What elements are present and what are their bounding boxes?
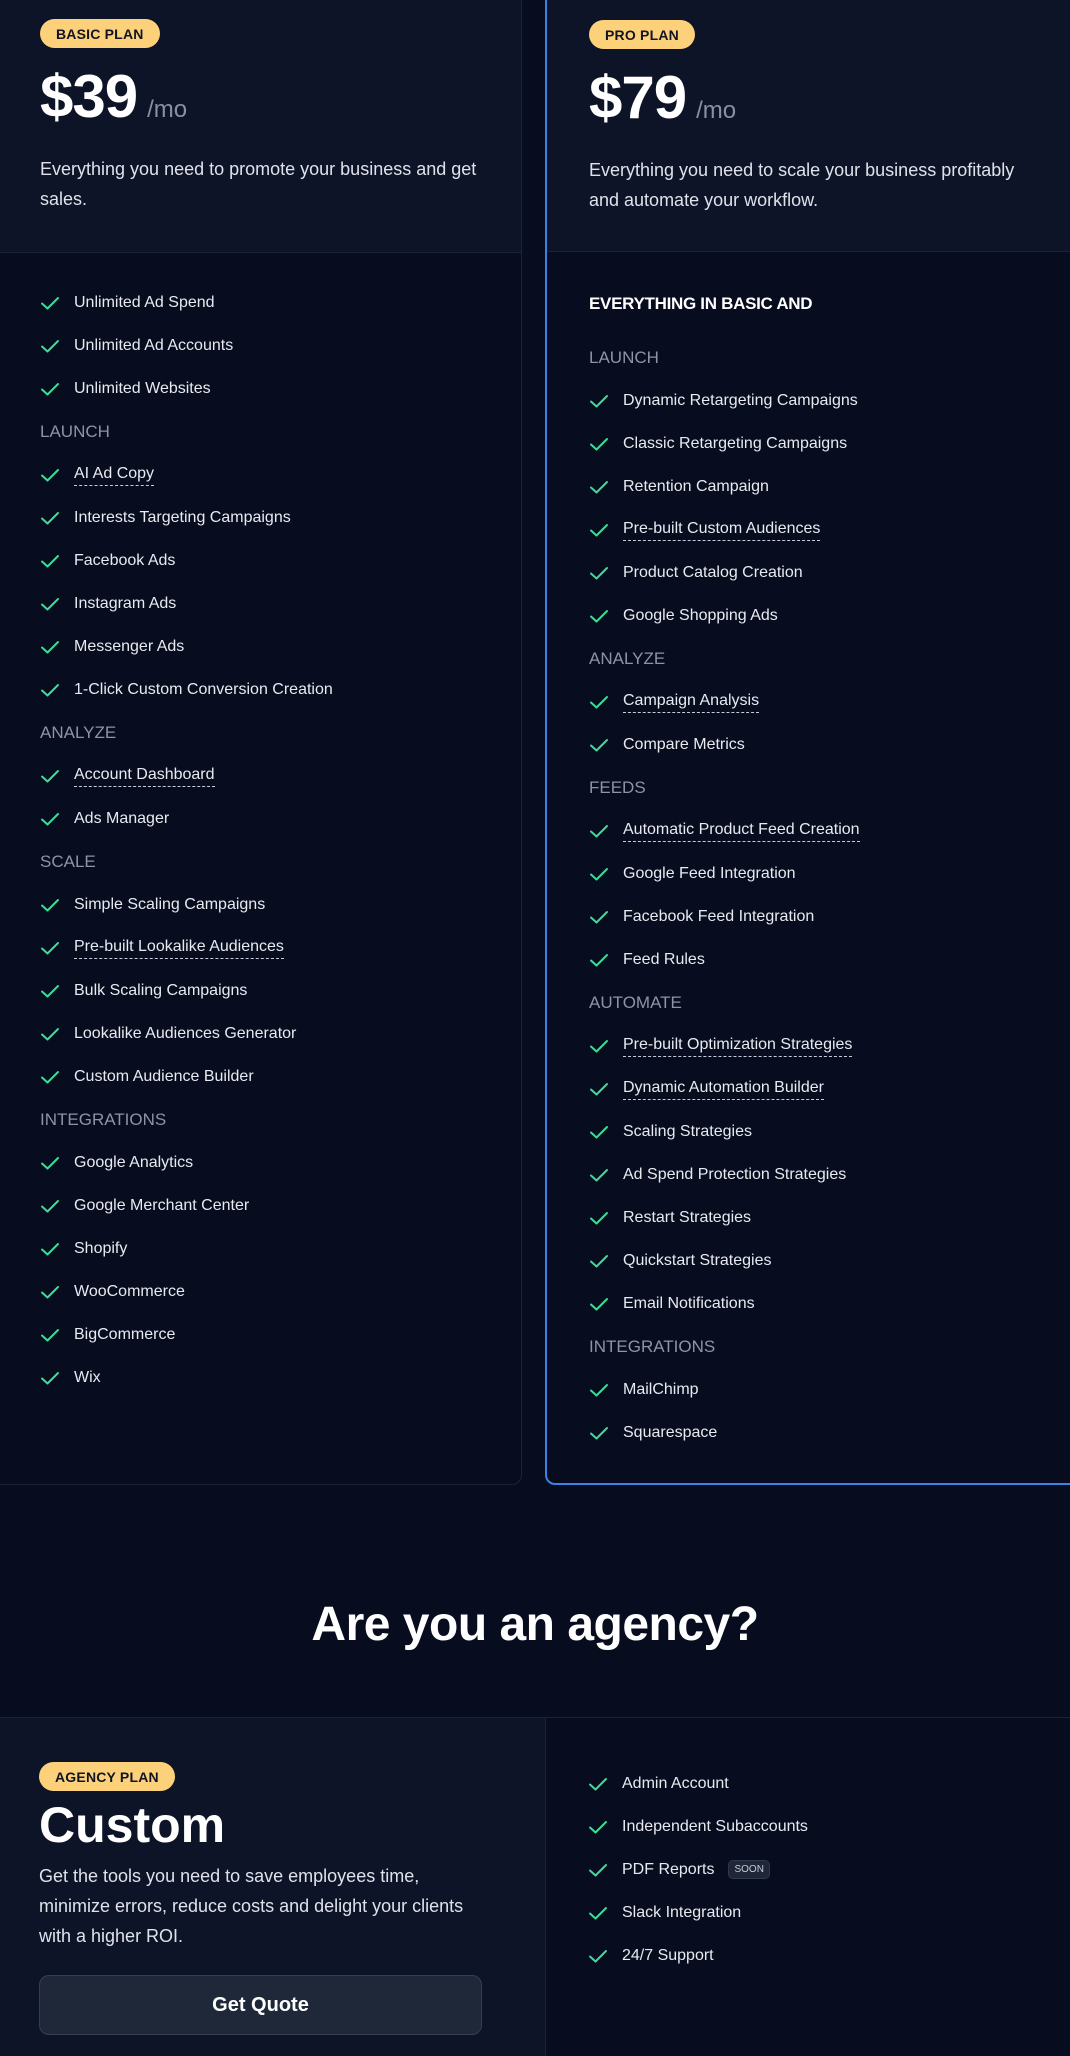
pro-feature-list — [547, 252, 1070, 1454]
basic-plan-header — [0, 0, 521, 253]
check-icon — [40, 554, 60, 568]
feature-item — [589, 852, 1070, 895]
check-icon — [40, 1156, 60, 1170]
section-label: LAUNCH — [40, 422, 110, 441]
feature-item — [589, 508, 1070, 551]
feature-item — [589, 1024, 1070, 1067]
feature-item — [588, 1891, 1070, 1934]
pro-plan-card — [545, 0, 1070, 1485]
feature-item — [589, 1282, 1070, 1325]
check-icon — [40, 1027, 60, 1041]
agency-plan-title: Custom — [39, 1797, 226, 1853]
feature-item — [589, 465, 1070, 508]
feature-item — [588, 1848, 1070, 1891]
feature-tooltip-label[interactable]: Pre-built Lookalike Audiences — [74, 937, 284, 959]
feature-tooltip-label[interactable]: Pre-built Optimization Strategies — [623, 1035, 852, 1057]
feature-label: Simple Scaling Campaigns — [74, 895, 266, 913]
agency-feature-list — [546, 1718, 1070, 2056]
feature-item — [40, 324, 521, 367]
check-icon — [589, 566, 609, 580]
feature-item — [40, 539, 521, 582]
feature-item — [589, 1110, 1070, 1153]
feature-label: Quickstart Strategies — [623, 1251, 772, 1269]
section-label: ANALYZE — [40, 723, 117, 742]
check-icon — [40, 898, 60, 912]
feature-label: Interests Targeting Campaigns — [74, 508, 291, 526]
feature-label: 24/7 Support — [622, 1946, 714, 1964]
feature-item — [40, 883, 521, 926]
feature-label: Instagram Ads — [74, 594, 177, 612]
feature-item — [40, 969, 521, 1012]
feature-label: Google Feed Integration — [623, 864, 796, 882]
feature-tooltip-label[interactable]: Account Dashboard — [74, 765, 215, 787]
feature-item — [589, 938, 1070, 981]
feature-label: Retention Campaign — [623, 477, 769, 495]
agency-plan-summary — [0, 1718, 546, 2056]
check-icon — [40, 1371, 60, 1385]
agency-heading: Are you an agency? — [311, 1598, 759, 1651]
check-icon — [40, 1242, 60, 1256]
feature-label: Wix — [74, 1368, 101, 1386]
feature-item — [40, 453, 521, 496]
feature-item — [589, 594, 1070, 637]
check-icon — [40, 984, 60, 998]
section-label: FEEDS — [589, 778, 646, 797]
feature-label: Slack Integration — [622, 1903, 742, 1921]
section-label: LAUNCH — [589, 348, 659, 367]
feature-tooltip-label[interactable]: Campaign Analysis — [623, 691, 759, 713]
feature-tooltip-label[interactable]: Automatic Product Feed Creation — [623, 820, 860, 842]
check-icon — [40, 339, 60, 353]
feature-item — [589, 379, 1070, 422]
check-icon — [40, 382, 60, 396]
feature-label: Unlimited Ad Spend — [74, 293, 215, 311]
check-icon — [588, 1820, 608, 1834]
basic-plan-card — [0, 0, 522, 1485]
section-label: ANALYZE — [589, 649, 666, 668]
check-icon — [589, 953, 609, 967]
feature-label: Product Catalog Creation — [623, 563, 803, 581]
check-icon — [589, 1168, 609, 1182]
feature-item — [40, 668, 521, 711]
feature-item — [40, 582, 521, 625]
feature-label: Shopify — [74, 1239, 128, 1257]
feature-label: Admin Account — [622, 1774, 729, 1792]
feature-label: Lookalike Audiences Generator — [74, 1024, 297, 1042]
feature-label: Google Shopping Ads — [623, 606, 778, 624]
feature-label: Messenger Ads — [74, 637, 185, 655]
check-icon — [589, 1125, 609, 1139]
feature-item — [589, 551, 1070, 594]
feature-label: Independent Subaccounts — [622, 1817, 808, 1835]
agency-plan-section — [0, 1717, 1070, 2056]
section-label: INTEGRATIONS — [589, 1337, 716, 1356]
feature-item — [40, 926, 521, 969]
check-icon — [588, 1949, 608, 1963]
section-label: INTEGRATIONS — [40, 1110, 167, 1129]
check-icon — [40, 769, 60, 783]
feature-label: Scaling Strategies — [623, 1122, 752, 1140]
check-icon — [40, 640, 60, 654]
feature-item — [588, 1762, 1070, 1805]
feature-item — [589, 1153, 1070, 1196]
feature-label: Facebook Feed Integration — [623, 907, 815, 925]
check-icon — [40, 1328, 60, 1342]
feature-item — [40, 1313, 521, 1356]
everything-in-basic-label: EVERYTHING IN BASIC AND — [589, 294, 813, 313]
feature-label: Bulk Scaling Campaigns — [74, 981, 248, 999]
feature-item — [40, 797, 521, 840]
feature-label: Restart Strategies — [623, 1208, 752, 1226]
feature-tooltip-label[interactable]: Dynamic Automation Builder — [623, 1078, 824, 1100]
soon-badge: SOON — [728, 1860, 769, 1879]
feature-label: Unlimited Websites — [74, 379, 211, 397]
feature-label: 1-Click Custom Conversion Creation — [74, 680, 333, 698]
feature-label: Dynamic Retargeting Campaigns — [623, 391, 858, 409]
check-icon — [589, 867, 609, 881]
feature-item — [589, 680, 1070, 723]
feature-label: Google Merchant Center — [74, 1196, 250, 1214]
check-icon — [589, 1426, 609, 1440]
check-icon — [40, 296, 60, 310]
check-icon — [589, 437, 609, 451]
basic-feature-list — [0, 253, 521, 1399]
feature-item — [40, 1356, 521, 1399]
plan-badge: BASIC PLAN — [40, 19, 160, 48]
pro-plan-header — [547, 0, 1070, 252]
check-icon — [589, 1039, 609, 1053]
check-icon — [589, 910, 609, 924]
check-icon — [589, 824, 609, 838]
check-icon — [40, 941, 60, 955]
feature-label: Unlimited Ad Accounts — [74, 336, 234, 354]
feature-label: Custom Audience Builder — [74, 1067, 254, 1085]
check-icon — [589, 1383, 609, 1397]
feature-item — [588, 1934, 1070, 1977]
feature-item — [40, 496, 521, 539]
check-icon — [589, 1082, 609, 1096]
price-row — [589, 63, 1070, 133]
pro-feature-items — [589, 336, 1070, 1454]
check-icon — [40, 1070, 60, 1084]
feature-item — [589, 809, 1070, 852]
plan-description: Everything you need to scale your business profitably and automate your workflow. — [589, 160, 1015, 210]
feature-label: Compare Metrics — [623, 735, 745, 753]
check-icon — [589, 695, 609, 709]
feature-item — [40, 1270, 521, 1313]
check-icon — [40, 1285, 60, 1299]
check-icon — [589, 609, 609, 623]
feature-item — [589, 1411, 1070, 1454]
plan-badge: AGENCY PLAN — [39, 1762, 175, 1791]
feature-item — [40, 281, 521, 324]
feature-item — [40, 625, 521, 668]
check-icon — [40, 597, 60, 611]
agency-plan-description: Get the tools you need to save employees time, minimize errors, reduce costs and delight your clients with a higher ROI. — [39, 1866, 464, 1946]
check-icon — [40, 468, 60, 482]
feature-item — [40, 1012, 521, 1055]
plan-price: $79 — [589, 64, 687, 131]
check-icon — [589, 394, 609, 408]
check-icon — [589, 1297, 609, 1311]
plan-description: Everything you need to promote your business and get sales. — [40, 159, 477, 209]
feature-item — [40, 1184, 521, 1227]
feature-item — [589, 1368, 1070, 1411]
feature-label: PDF Reports — [622, 1860, 715, 1878]
feature-label: Classic Retargeting Campaigns — [623, 434, 848, 452]
section-label: AUTOMATE — [589, 993, 682, 1012]
check-icon — [40, 1199, 60, 1213]
feature-item — [589, 422, 1070, 465]
feature-item — [589, 1196, 1070, 1239]
feature-label: Ad Spend Protection Strategies — [623, 1165, 847, 1183]
feature-label: Ads Manager — [74, 809, 170, 827]
check-icon — [40, 511, 60, 525]
feature-label: Google Analytics — [74, 1153, 194, 1171]
feature-label: BigCommerce — [74, 1325, 176, 1343]
plan-badge: PRO PLAN — [589, 20, 695, 49]
feature-label: Squarespace — [623, 1423, 718, 1441]
check-icon — [589, 738, 609, 752]
price-period: /mo — [147, 96, 188, 123]
price-row — [40, 62, 521, 132]
section-label: SCALE — [40, 852, 96, 871]
feature-item — [40, 1055, 521, 1098]
feature-label: Email Notifications — [623, 1294, 755, 1312]
feature-item — [40, 367, 521, 410]
feature-tooltip-label[interactable]: Pre-built Custom Audiences — [623, 519, 820, 541]
feature-tooltip-label[interactable]: AI Ad Copy — [74, 464, 154, 486]
feature-item — [588, 1805, 1070, 1848]
check-icon — [589, 1254, 609, 1268]
plan-price: $39 — [40, 63, 138, 130]
feature-label: WooCommerce — [74, 1282, 185, 1300]
feature-item — [40, 1227, 521, 1270]
feature-label: MailChimp — [623, 1380, 699, 1398]
feature-label: Feed Rules — [623, 950, 705, 968]
check-icon — [588, 1863, 608, 1877]
feature-item — [589, 1067, 1070, 1110]
check-icon — [589, 480, 609, 494]
feature-item — [589, 895, 1070, 938]
feature-item — [589, 723, 1070, 766]
check-icon — [589, 523, 609, 537]
price-period: /mo — [696, 97, 737, 124]
check-icon — [588, 1906, 608, 1920]
feature-item — [589, 1239, 1070, 1282]
check-icon — [589, 1211, 609, 1225]
check-icon — [40, 812, 60, 826]
check-icon — [40, 683, 60, 697]
feature-label: Facebook Ads — [74, 551, 176, 569]
get-quote-button[interactable]: Get Quote — [39, 1975, 482, 2035]
feature-item — [40, 754, 521, 797]
check-icon — [588, 1777, 608, 1791]
feature-item — [40, 1141, 521, 1184]
